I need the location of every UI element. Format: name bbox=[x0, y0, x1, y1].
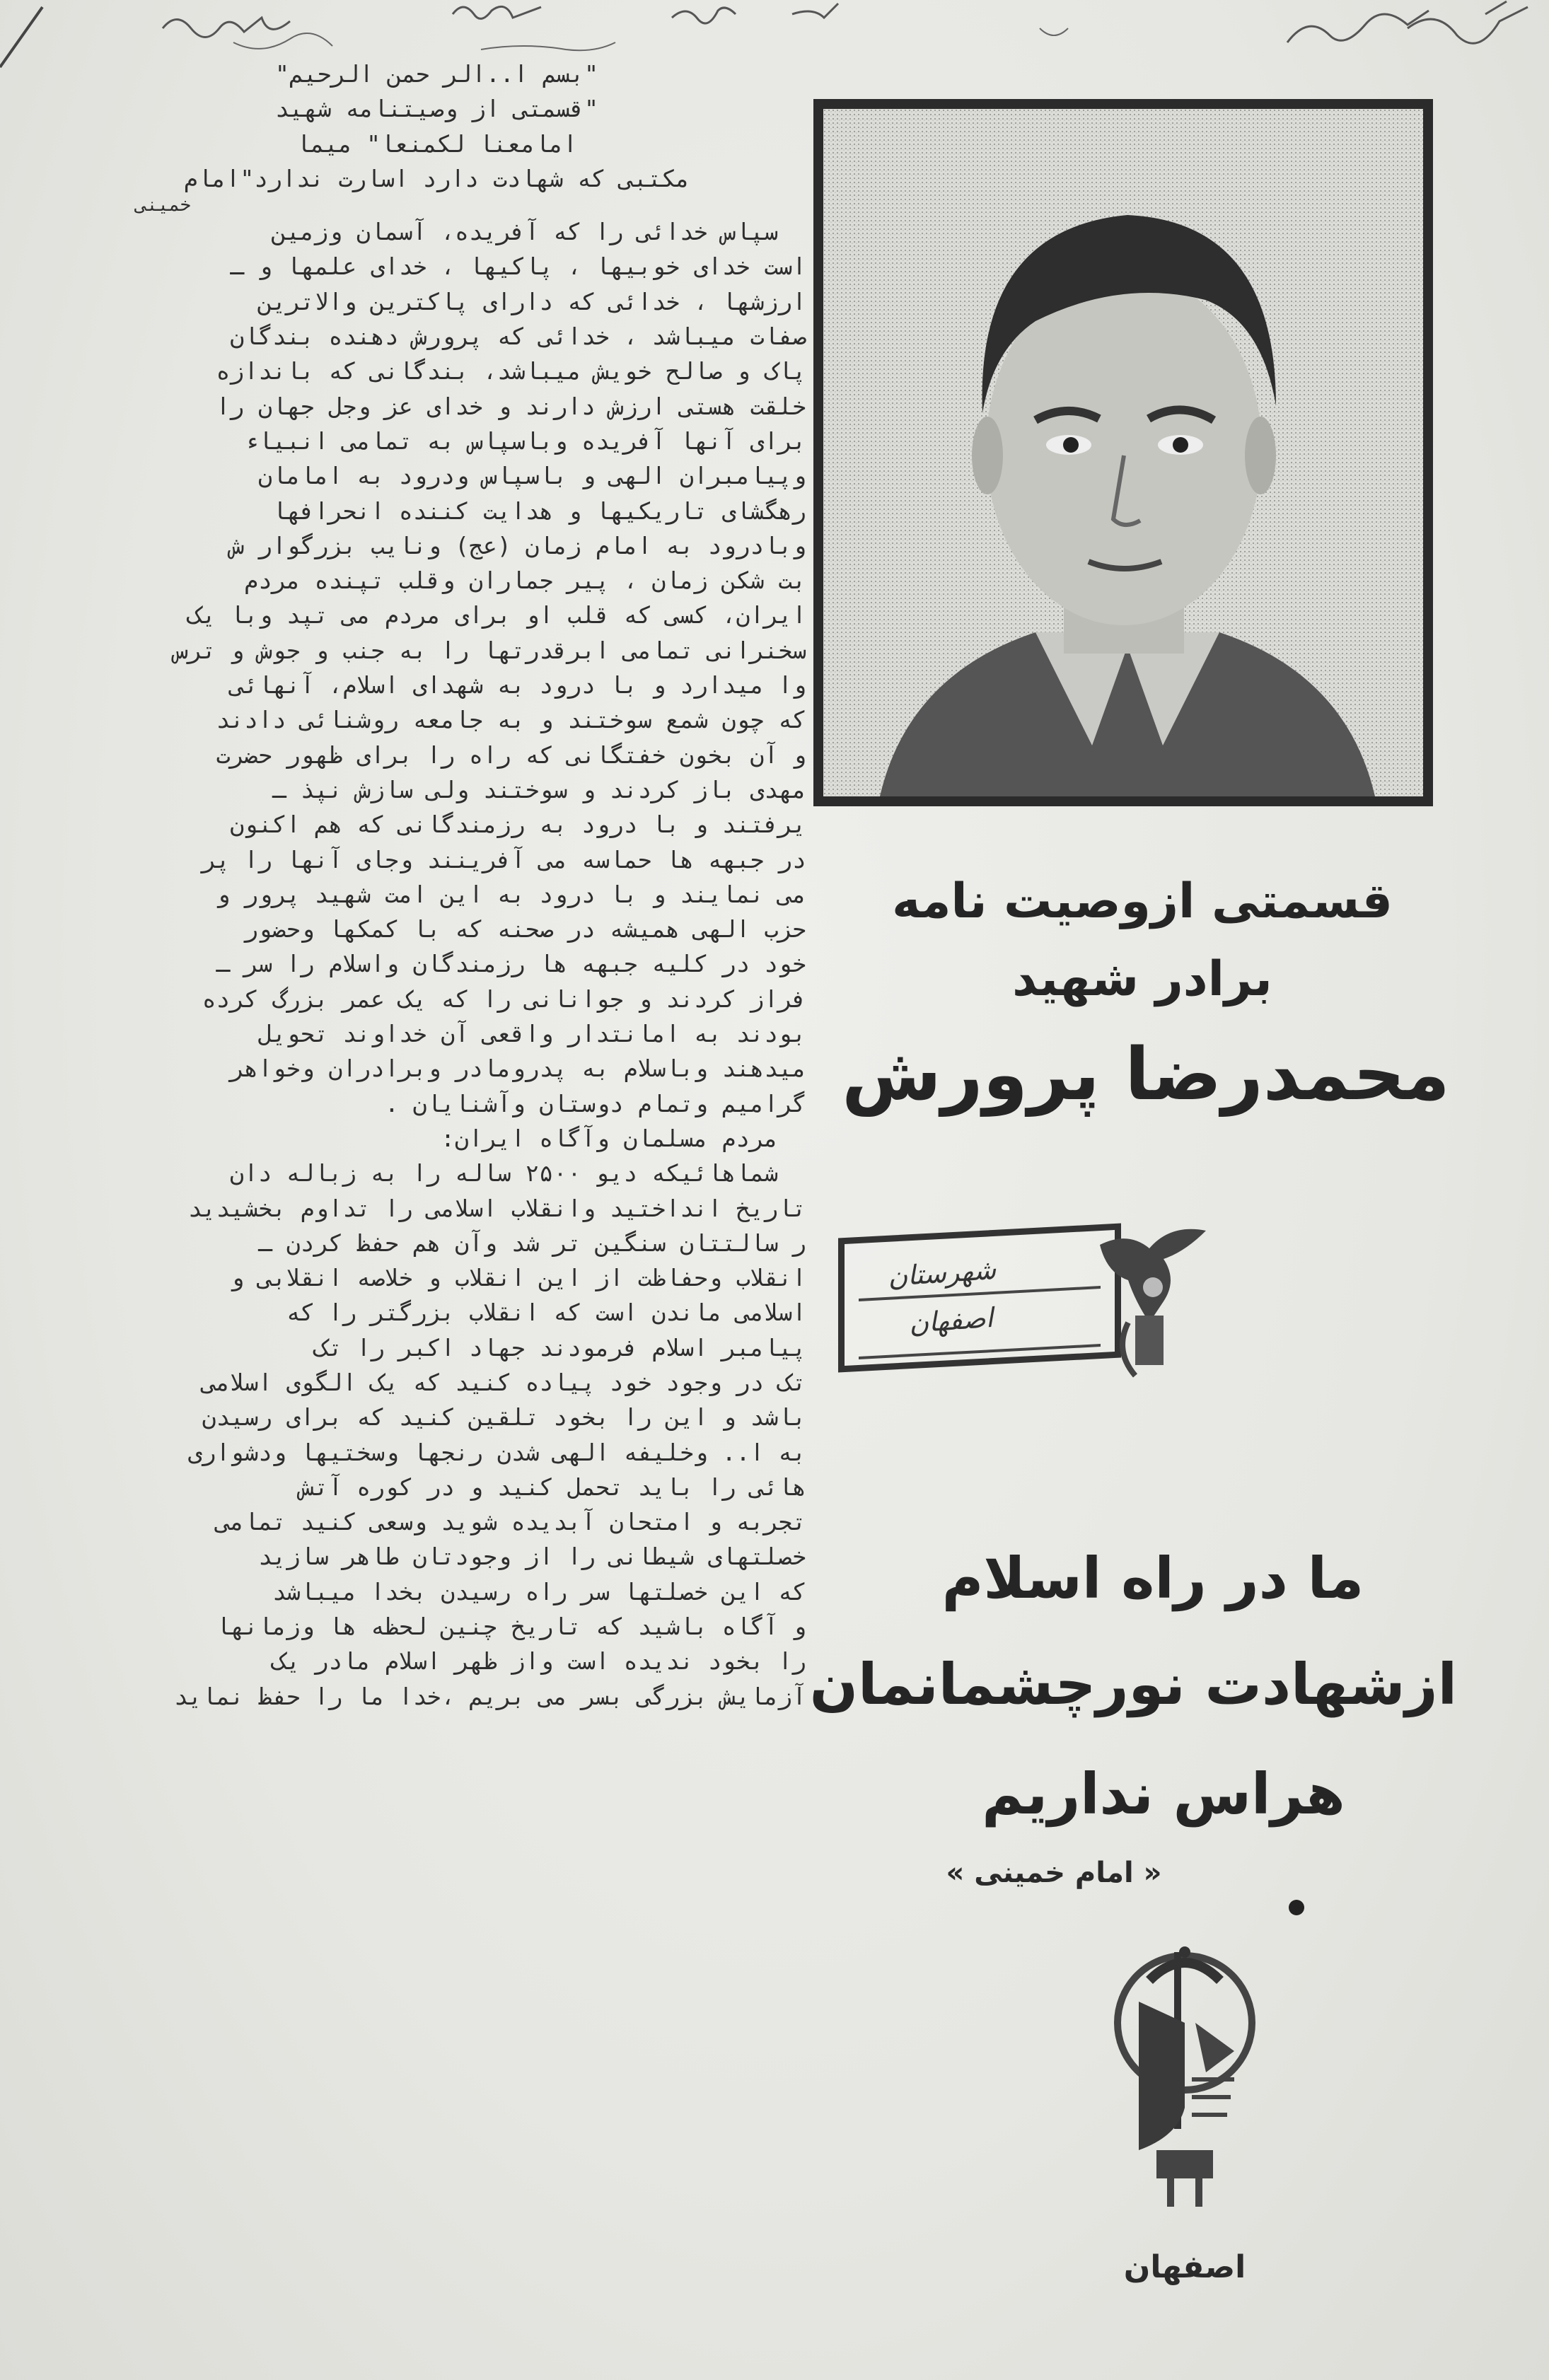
letter-line: بودند به امانتدار واقعی آن خداوند تحویل bbox=[258, 1020, 806, 1048]
letter-line: به ا.. وخلیفه الهی شدن رنجها وسختیها ودشواری bbox=[187, 1438, 806, 1466]
letter-line: تک در وجود خود پیاده کنید که یک الگوی اسلامی bbox=[202, 1368, 806, 1396]
slogan-line-3: هراس نداریم bbox=[982, 1761, 1345, 1827]
letter-line: مهدی باز کردند و سوختند ولی سازش نپذ ـ bbox=[272, 775, 806, 803]
stamp-divider bbox=[859, 1344, 1101, 1359]
letter-line: و آن بخون خفتگانی که راه را برای ظهور حضرت bbox=[216, 741, 806, 769]
letter-line: برای آنها آفریده وباسپاس به تمامی انبیاء bbox=[244, 426, 806, 455]
headline-line-1: قسمتی ازوصیت نامه bbox=[892, 873, 1393, 929]
letter-line: را بخود ندیده است واز ظهر اسلام مادر یک bbox=[272, 1647, 806, 1676]
letter-line: می نمایند و با درود به این امت شهید پرور و bbox=[216, 880, 806, 908]
letter-line: بت شکن زمان ، پیر جماران وقلب تپنده مردم bbox=[244, 567, 806, 595]
letter-line: وپیامبران الهی و باسپاس ودرود به امامان bbox=[258, 462, 806, 490]
letter-line: در جبهه ها حماسه می آفرینند وجای آنها را پر bbox=[202, 845, 806, 873]
letter-header-line: مکتبی که شهادت دارد اسارت ندارد"امام bbox=[183, 164, 690, 192]
letter-line: آزمایش بزرگی بسر می بریم ،خدا ما را حفظ نماید bbox=[173, 1682, 806, 1710]
letter-line: تجربه و امتحان آبدیده شوید وسعی کنید تمامی bbox=[216, 1508, 806, 1536]
letter-line: است خدای خوبیها ، پاکیها ، خدای علمها و ـ bbox=[230, 252, 806, 281]
portrait-image bbox=[823, 109, 1423, 796]
letter-header-note: خمینی bbox=[135, 196, 191, 215]
letter-line: خصلتهای شیطانی را از وجودتان طاهر سازید bbox=[258, 1543, 806, 1571]
city-office-stamp bbox=[838, 1217, 1206, 1383]
letter-line: میدهند وباسلام به پدرومادر وبرادران وخواهر bbox=[230, 1055, 806, 1083]
martyr-name-title: محمدرضا پرورش bbox=[842, 1033, 1450, 1117]
letter-line: پیامبر اسلام فرمودند جهاد اکبر را تک bbox=[314, 1333, 806, 1362]
letter-section-title: مردم مسلمان وآگاه ایران: bbox=[441, 1124, 778, 1152]
martyr-portrait-photo bbox=[813, 99, 1433, 806]
letter-line: که چون شمع سوختند و به جامعه روشنائی دادند bbox=[216, 706, 806, 734]
footer-city-name: اصفهان bbox=[1123, 2249, 1246, 2285]
stamp-text-line-1: شهرستان bbox=[886, 1253, 997, 1293]
letter-line: ایران، کسی که قلب او برای مردم می تپد وبا یک bbox=[187, 601, 806, 629]
letter-line: وا میدارد و با درود به شهدای اسلام، آنهائی bbox=[230, 671, 806, 700]
dove-emblem-icon bbox=[1086, 1217, 1209, 1383]
letter-line: خلقت هستی ارزش دارند و خدای عز وجل جهان را bbox=[216, 392, 806, 420]
letter-line: که این خصلتها سر راه رسیدن بخدا میباشد bbox=[272, 1577, 806, 1606]
letter-line: گرامیم وتمام دوستان وآشنایان . bbox=[384, 1089, 806, 1118]
letter-line: شماهائیکه دیو ۲۵۰۰ ساله را به زباله دان bbox=[230, 1159, 778, 1188]
letter-line: ارزشها ، خدائی که دارای پاکترین والاترین bbox=[258, 287, 806, 315]
ink-dot bbox=[1289, 1900, 1304, 1915]
letter-line: اسلامی ماندن است که انقلاب بزرگتر را که bbox=[286, 1299, 806, 1327]
slogan-line-2: ازشهادت نورچشمانمان bbox=[809, 1652, 1457, 1717]
letter-line: ر سالتتان سنگین تر شد وآن هم حفظ کردن ـ bbox=[258, 1229, 806, 1257]
stamp-text-line-2: اصفهان bbox=[907, 1301, 994, 1340]
letter-line: خود در کلیه جبهه ها رزمندگان واسلام را سر ـ bbox=[216, 950, 806, 978]
letter-line: حزب الهی همیشه در صحنه که با کمکها وحضور bbox=[244, 915, 806, 944]
letter-line: یرفتند و با درود به رزمندگانی که هم اکنون bbox=[230, 811, 806, 839]
emblem-logo-icon bbox=[1100, 1938, 1270, 2210]
slogan-attribution: « امام خمینی » bbox=[946, 1857, 1162, 1889]
will-letter-text bbox=[67, 57, 806, 2320]
letter-line: انقلاب وحفاظت از این انقلاب و خلاصه انقلابی و bbox=[230, 1264, 806, 1292]
letter-line: پاک و صالح خویش میباشد، بندگانی که باندازه bbox=[216, 357, 806, 385]
letter-line: تاریخ انداختید وانقلاب اسلامی را تداوم بخشیدید bbox=[187, 1194, 806, 1222]
letter-line: سپاس خدائی را که آفریده، آسمان وزمین bbox=[272, 218, 778, 246]
letter-line: رهگشای تاریکیها و هدایت کننده انحرافها bbox=[272, 497, 806, 525]
slogan-line-1: ما در راه اسلام bbox=[941, 1545, 1364, 1611]
letter-header-line: "قسمتی از وصیتنامه شهید bbox=[275, 95, 598, 123]
letter-line: و آگاه باشید که تاریخ چنین لحظه ها وزمانها bbox=[216, 1613, 806, 1641]
letter-line: هائی را باید تحمل کنید و در کوره آتش bbox=[300, 1473, 806, 1501]
letter-line: باشد و این را بخود تلقین کنید که برای رسیدن bbox=[202, 1403, 806, 1432]
letter-line: سخنرانی تمامی ابرقدرتها را به جنب و جوش و ترس bbox=[173, 636, 806, 664]
letter-line: فراز کردند و جوانانی را که یک عمر بزرگ کرده bbox=[202, 985, 806, 1013]
letter-header-line: امامعنا لکمنعا" میما bbox=[296, 129, 578, 158]
letter-header-line: "بسم ا..الر حمن الرحیم" bbox=[275, 60, 598, 88]
letter-line: وبادرود به امام زمان (عج) ونایب بزرگوار ش bbox=[230, 531, 806, 559]
letter-line: صفات میباشد ، خدائی که پرورش دهنده بندگان bbox=[230, 323, 806, 351]
headline-line-2: برادر شهید bbox=[1012, 951, 1272, 1007]
stamp-frame bbox=[838, 1224, 1121, 1373]
